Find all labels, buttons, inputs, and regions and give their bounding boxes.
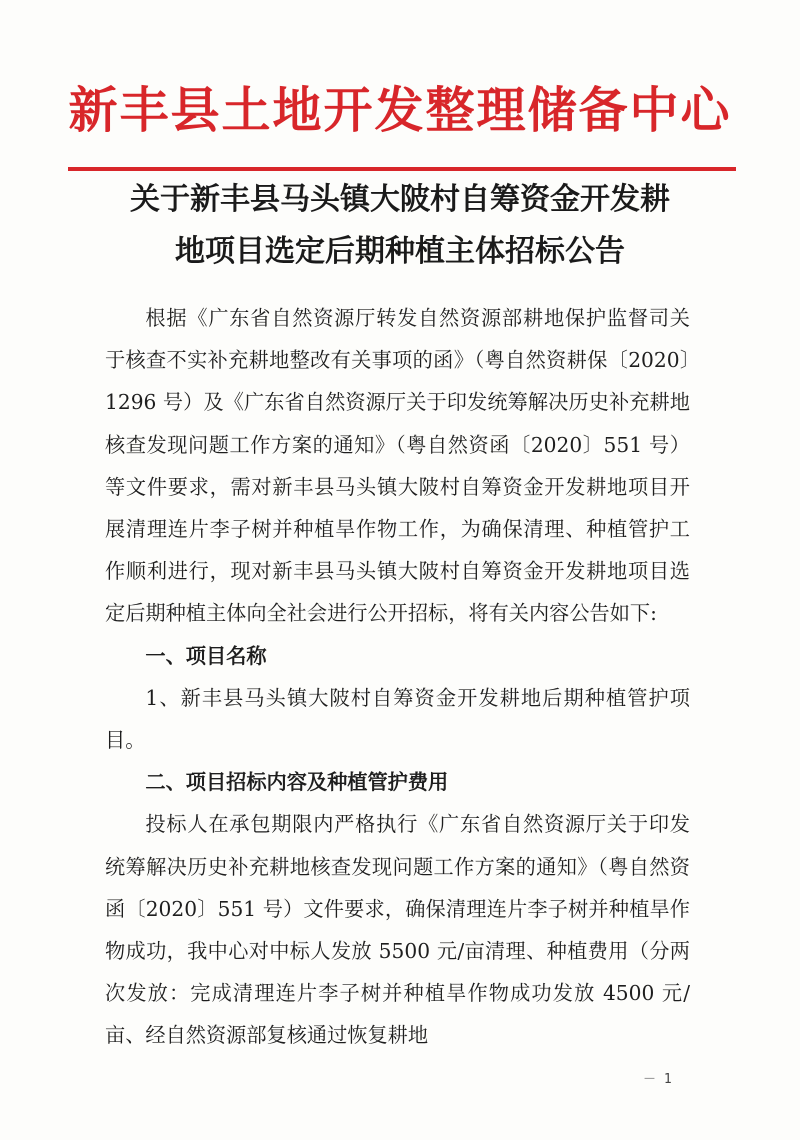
document-title-line-1: 关于新丰县马头镇大陂村自筹资金开发耕 bbox=[130, 182, 670, 217]
section-1-heading: 一、项目名称 bbox=[145, 643, 267, 668]
org-name-header: 新丰县土地开发整理储备中心 bbox=[68, 81, 732, 139]
document-title bbox=[0, 174, 800, 278]
document-title-line-2: 地项目选定后期种植主体招标公告 bbox=[175, 234, 625, 269]
page-number: － 1 bbox=[643, 1072, 672, 1087]
document-body bbox=[105, 297, 690, 1057]
intro-paragraph: 根据《广东省自然资源厅转发自然资源部耕地保护监督司关于核查不实补充耕地整改有关事项的函》（粤自然资耕保〔2020〕1296 号）及《广东省自然资源厅关于印发统筹解决历史补充耕地核查发现问题工作方案的通知》（粤自然资函〔2020〕551 号）等文件要求，需对新丰县马头镇大陂村自筹资金开发耕地项目开展清理连片李子树并种植旱作物工作，为确保清理、种植管护工作顺利进行，现对新丰县马头镇大陂村自筹资金开发耕地项目选定后期种植主体向全社会进行公开招标，将有关内容公告如下: bbox=[105, 306, 690, 626]
red-divider-line bbox=[68, 167, 736, 171]
section-2-heading: 二、项目招标内容及种植管护费用 bbox=[145, 770, 449, 795]
section-2-paragraph-1: 投标人在承包期限内严格执行《广东省自然资源厅关于印发统筹解决历史补充耕地核查发现问题工作方案的通知》（粤自然资函〔2020〕551 号）文件要求，确保清理连片李子树并种植旱作物成功，我中心对中标人发放 5500 元/亩清理、种植费用（分两次发放：完成清理连片李子树并种植旱作物成功发放 4500 元/亩、经自然资源部复核通过恢复耕地 bbox=[105, 812, 690, 1048]
section-1-item-1: 1、新丰县马头镇大陂村自筹资金开发耕地后期种植管护项目。 bbox=[105, 685, 690, 753]
